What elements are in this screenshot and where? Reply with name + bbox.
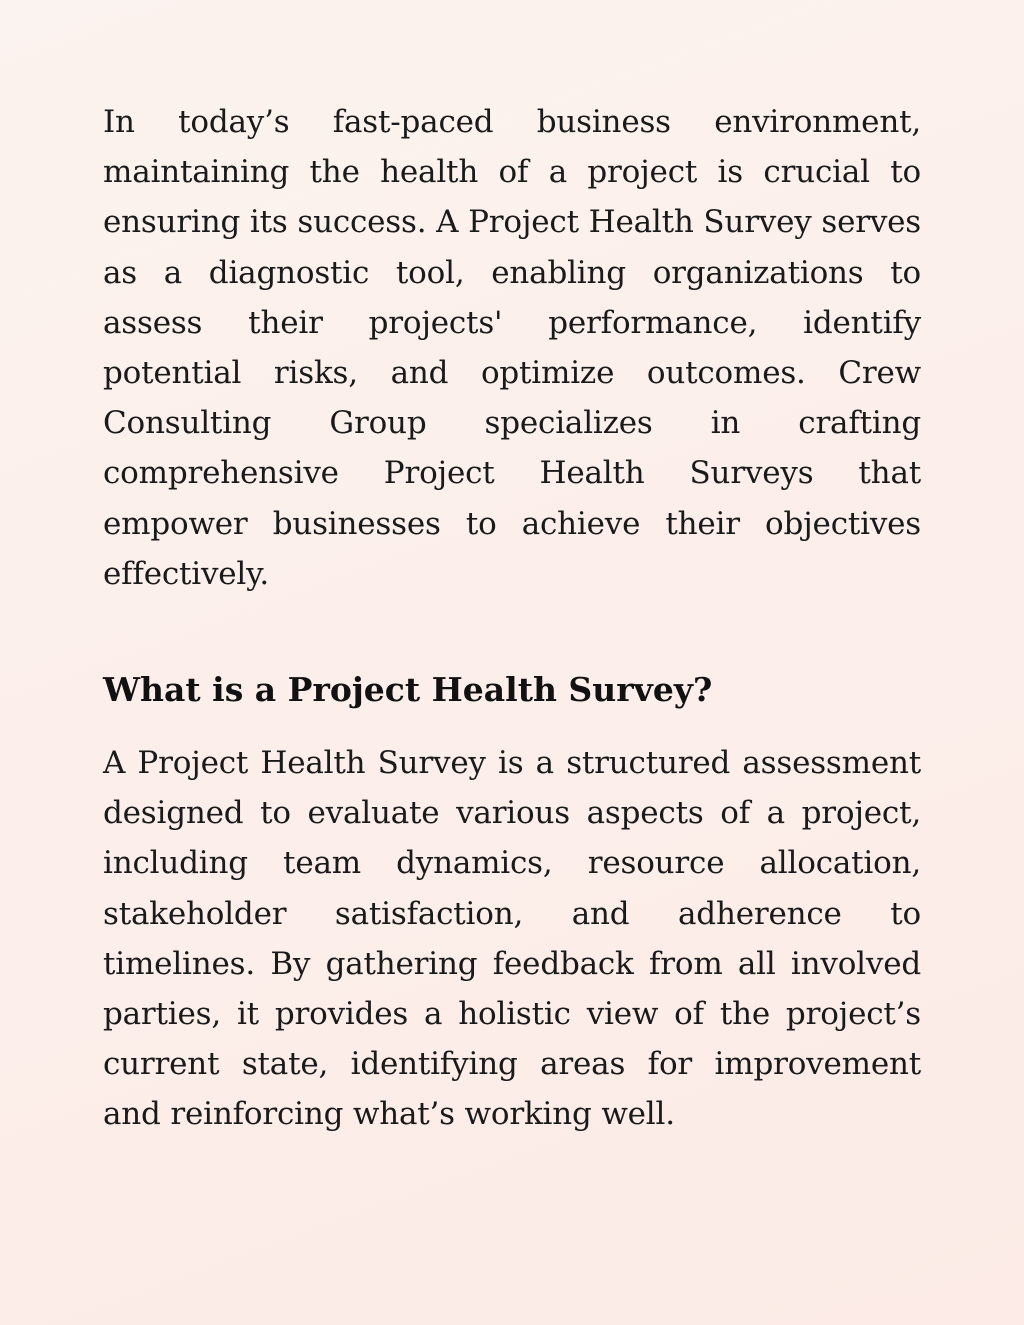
intro-paragraph: In today’s fast-paced business environment, maintaining the health of a project is crucial to ensuring its success. A Project Health Survey serves as a diagnostic tool, enabling organizations to assess their projects' performance, identify potential risks, and optimize outcomes. Crew Consulting Group specializes in crafting comprehensive Project Health Surveys that empower businesses to achieve their objectives effectively. — [103, 104, 921, 592]
document-body — [103, 97, 921, 1140]
section-heading: What is a Project Health Survey? — [103, 670, 713, 710]
section-paragraph: A Project Health Survey is a structured assessment designed to evaluate various aspects of a project, including team dynamics, resource allocation, stakeholder satisfaction, and adherence to timelines. By gathering feedback from all involved parties, it provides a holistic view of the project’s current state, identifying areas for improvement and reinforcing what’s working well. — [103, 745, 921, 1133]
